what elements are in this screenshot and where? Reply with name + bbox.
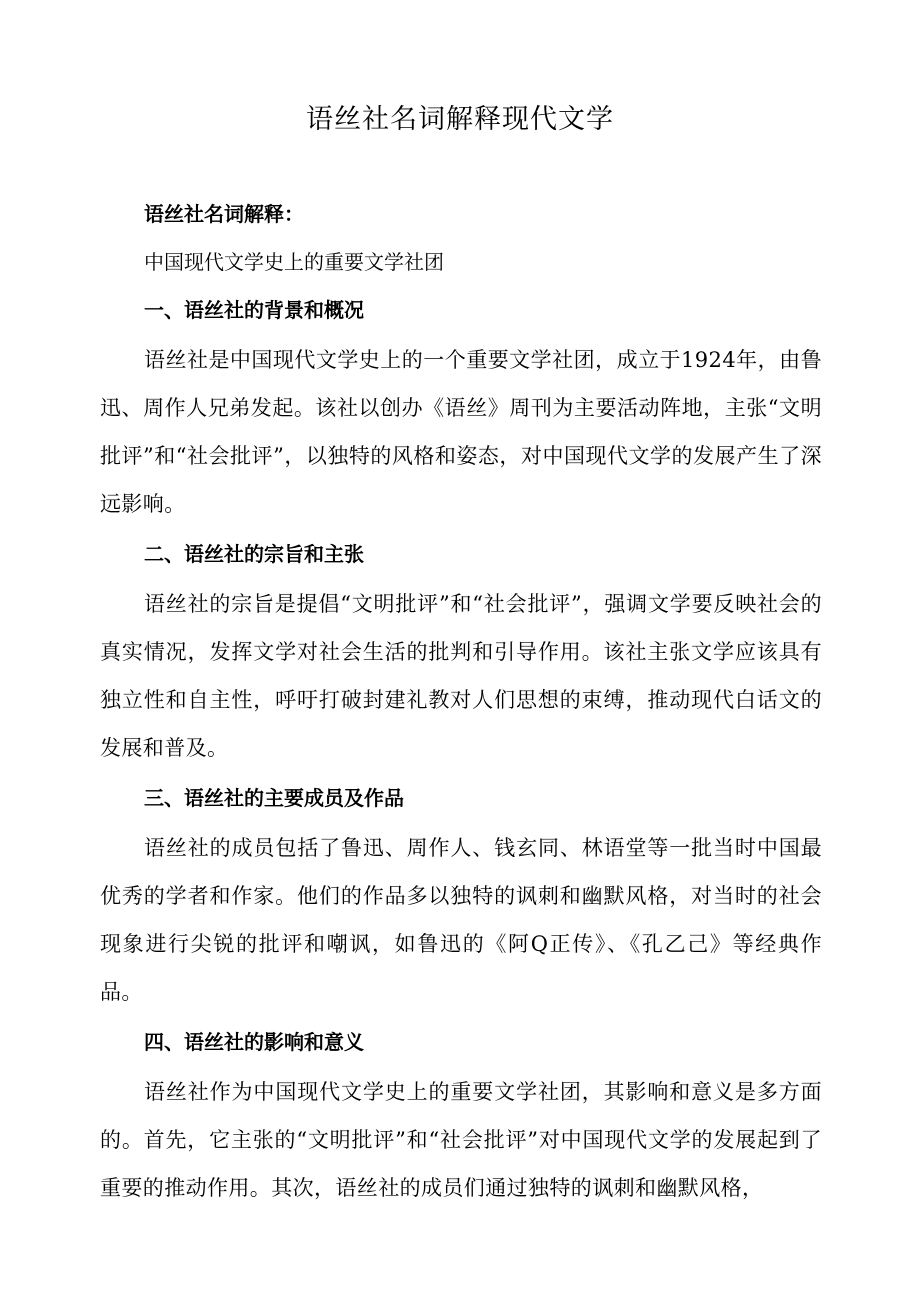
- document-title: 语丝社名词解释现代文学: [306, 104, 614, 135]
- definition-text: 中国现代文学史上的重要文学社团: [144, 250, 444, 274]
- document-body: [100, 192, 822, 1212]
- section-paragraph-influence: 语丝社作为中国现代文学史上的重要文学社团，其影响和意义是多方面的。首先，它主张的“文明批评”和“社会批评”对中国现代文学的发展起到了重要的推动作用。其次，语丝社的成员们通过独特的讽刺和幽默风格，: [100, 1080, 822, 1200]
- section-paragraph-members: 语丝社的成员包括了鲁迅、周作人、钱玄同、林语堂等一批当时中国最优秀的学者和作家。他们的作品多以独特的讽刺和幽默风格，对当时的社会现象进行尖锐的批评和嘲讽，如鲁迅的《阿Q正传》、《孔乙己》等经典作品。: [100, 836, 822, 1004]
- section-heading-influence: 四、语丝社的影响和意义: [144, 1030, 364, 1054]
- section-paragraph-background: 语丝社是中国现代文学史上的一个重要文学社团，成立于1924年，由鲁迅、周作人兄弟发起。该社以创办《语丝》周刊为主要活动阵地，主张“文明批评”和“社会批评”，以独特的风格和姿态，对中国现代文学的发展产生了深远影响。: [100, 348, 822, 516]
- definition-label: 语丝社名词解释：: [144, 202, 304, 226]
- section-heading-background: 一、语丝社的背景和概况: [144, 298, 364, 322]
- section-heading-purpose: 二、语丝社的宗旨和主张: [144, 542, 364, 566]
- section-heading-members: 三、语丝社的主要成员及作品: [144, 786, 404, 810]
- section-paragraph-purpose: 语丝社的宗旨是提倡“文明批评”和“社会批评”，强调文学要反映社会的真实情况，发挥文学对社会生活的批判和引导作用。该社主张文学应该具有独立性和自主性，呼吁打破封建礼教对人们思想的束缚，推动现代白话文的发展和普及。: [100, 592, 822, 760]
